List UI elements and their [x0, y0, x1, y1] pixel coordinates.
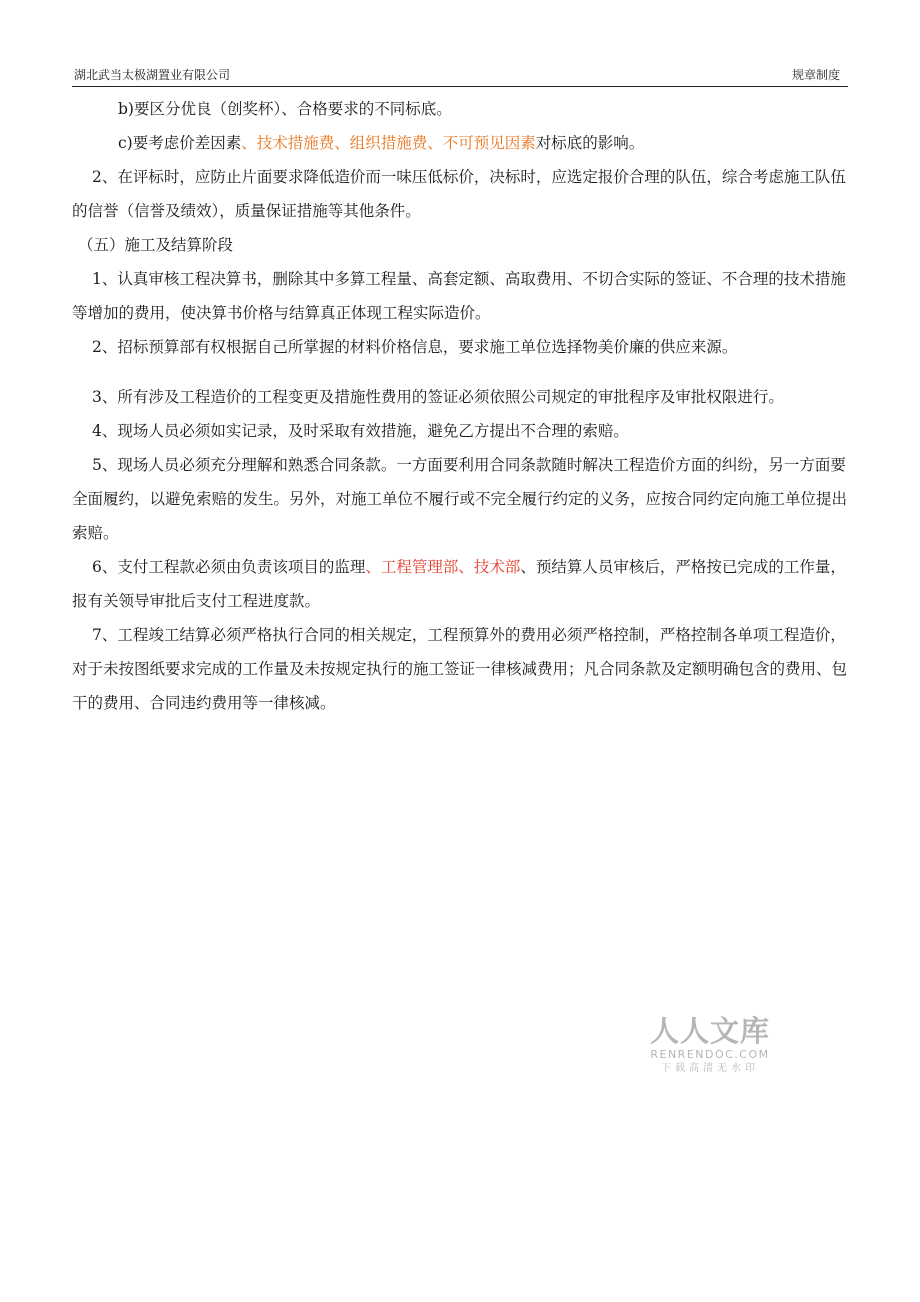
paragraph-c [72, 126, 854, 160]
paragraph-s6 [72, 550, 854, 618]
paragraph-b: b)要区分优良（创奖杯）、合格要求的不同标底。 [118, 100, 452, 118]
paragraph-bid-evaluation: 2、在评标时，应防止片面要求降低造价而一味压低标价，决标时，应选定报价合理的队伍，综合考虑施工队伍的信誉（信誉及绩效），质量保证措施等其他条件。 [72, 168, 846, 220]
paragraph-c-text: c)要考虑价差因素 [118, 134, 242, 152]
watermark-brand: 人人文库 [649, 1014, 770, 1048]
paragraph-s3: 3、所有涉及工程造价的工程变更及措施性费用的签证必须依照公司规定的审批程序及审批权限进行。 [92, 388, 784, 406]
paragraph-s6-text: 6、支付工程款必须由负责该项目的监理 [92, 558, 366, 576]
watermark-slogan: 下载高清无水印 [661, 1063, 759, 1074]
page-header [72, 66, 848, 87]
section-heading-5: （五）施工及结算阶段 [78, 236, 234, 254]
document-body [72, 92, 854, 720]
highlighted-cost-factors: 、技术措施费、组织措施费、不可预见因素 [241, 134, 536, 152]
watermark-logo [646, 1014, 774, 1076]
paragraph-c-end: 对标底的影响。 [535, 134, 645, 152]
watermark-domain: RENRENDOC.COM [650, 1048, 770, 1061]
paragraph-s7: 7、工程竣工结算必须严格执行合同的相关规定，工程预算外的费用必须严格控制，严格控制各单项工程造价，对于未按图纸要求完成的工作量及未按规定执行的施工签证一律核减费用；凡合同条款及定额明确包含的费用、包干的费用、合同违约费用等一律核减。 [72, 626, 848, 712]
company-name: 湖北武当太极湖置业有限公司 [74, 68, 231, 82]
blank-gap [72, 364, 854, 380]
paragraph-s6-end: 、预结算人员审核后，严格按已完成的工作量，报有关领导审批后支付工程进度款。 [72, 558, 846, 610]
paragraph-s5: 5、现场人员必须充分理解和熟悉合同条款。一方面要利用合同条款随时解决工程造价方面的纠纷，另一方面要全面履约，以避免索赔的发生。另外，对施工单位不履行或不完全履行约定的义务，应按合同约定向施工单位提出索赔。 [72, 456, 848, 542]
paragraph-s2: 2、招标预算部有权根据自己所掌握的材料价格信息，要求施工单位选择物美价廉的供应来源。 [92, 338, 738, 356]
paragraph-s1: 1、认真审核工程决算书，删除其中多算工程量、高套定额、高取费用、不切合实际的签证、不合理的技术措施等增加的费用，使决算书价格与结算真正体现工程实际造价。 [72, 270, 846, 322]
highlighted-departments: 、工程管理部、技术部 [365, 558, 521, 576]
section-name: 规章制度 [791, 68, 840, 82]
paragraph-s4: 4、现场人员必须如实记录，及时采取有效措施，避免乙方提出不合理的索赔。 [92, 422, 629, 440]
